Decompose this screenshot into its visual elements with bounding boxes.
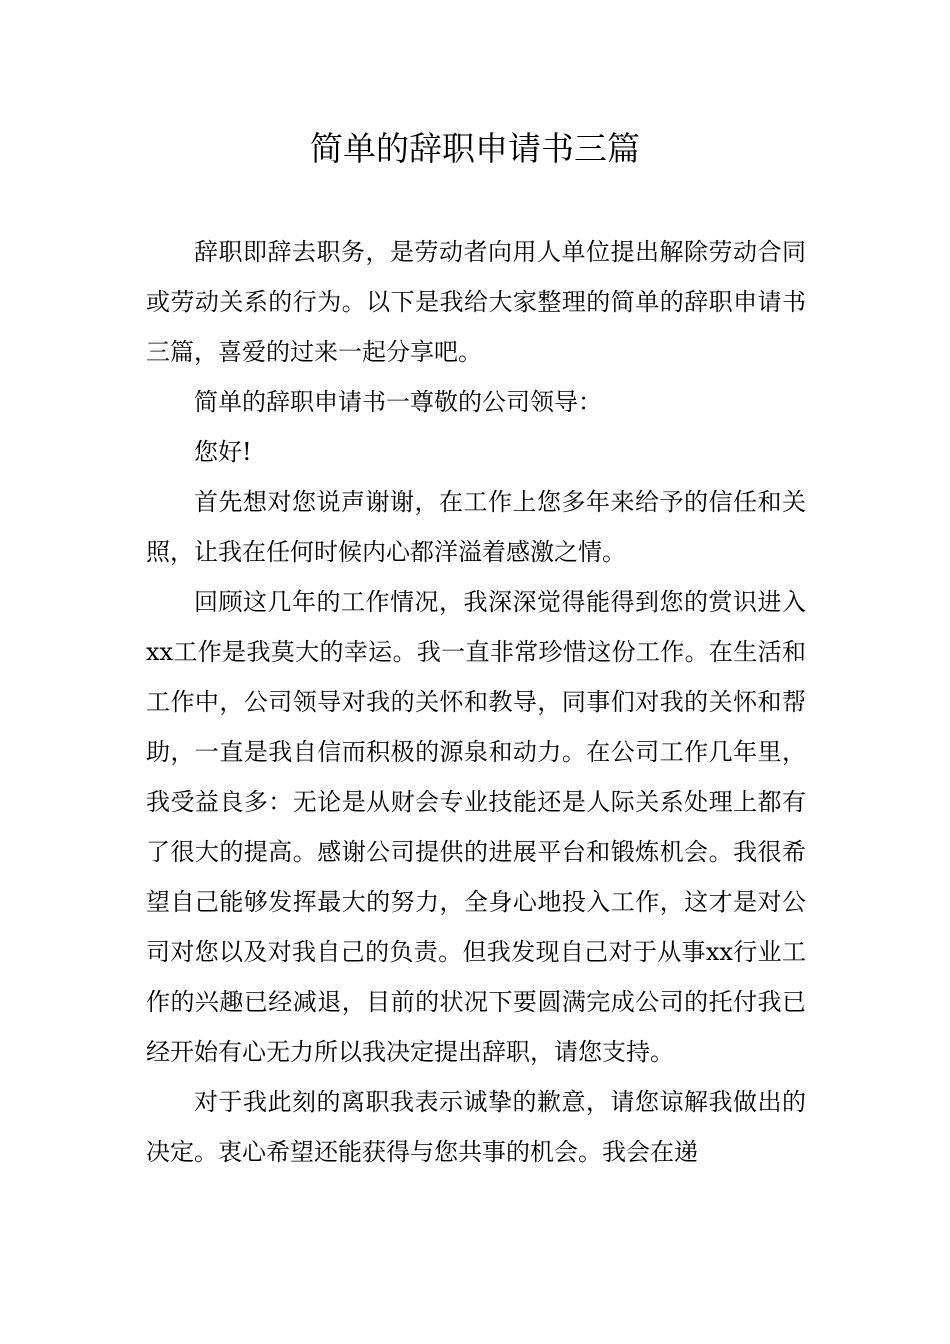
paragraph-salutation: 简单的辞职申请书一尊敬的公司领导： xyxy=(194,388,602,416)
paragraph-review: 回顾这几年的工作情况，我深深觉得能得到您的赏识进入xx工作是我莫大的幸运。我一直非常珍惜这份工作。在生活和工作中，公司领导对我的关怀和教导，同事们对我的关怀和帮助，一直是我自信而积极的源泉和动力。在公司工作几年里，我受益良多：无论是从财会专业技能还是人际关系处理上都有了很大的提高。感谢公司提供的进展平台和锻炼机会。我很希望自己能够发挥最大的努力，全身心地投入工作，这才是对公司对您以及对我自己的负责。但我发现自己对于从事xx行业工作的兴趣已经减退，目前的状况下要圆满完成公司的托付我已经开始有心无力所以我决定提出辞职，请您支持。 xyxy=(146,588,806,1066)
paragraph-apology: 对于我此刻的离职我表示诚挚的歉意，请您谅解我做出的决定。衷心希望还能获得与您共事的机会。我会在递 xyxy=(146,1088,806,1166)
paragraph-intro: 辞职即辞去职务，是劳动者向用人单位提出解除劳动合同或劳动关系的行为。以下是我给大家整理的简单的辞职申请书三篇，喜爱的过来一起分享吧。 xyxy=(146,238,806,366)
paragraph-greeting: 您好! xyxy=(194,438,252,466)
document-body xyxy=(146,227,806,1177)
paragraph-thanks: 首先想对您说声谢谢，在工作上您多年来给予的信任和关照，让我在任何时候内心都洋溢着感激之情。 xyxy=(146,488,806,566)
document-title: 简单的辞职申请书三篇 xyxy=(310,129,640,168)
